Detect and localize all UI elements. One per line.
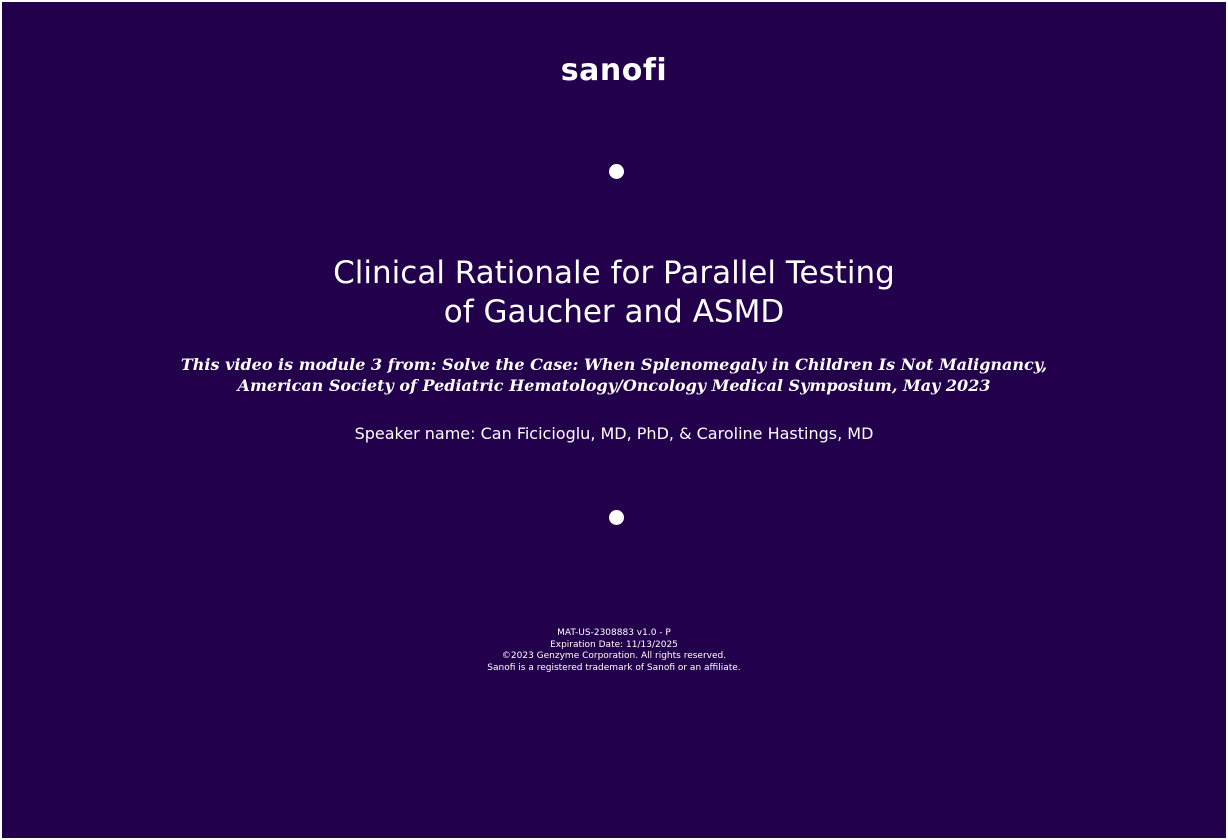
slide-title-line-1: Clinical Rationale for Parallel Testing — [333, 255, 895, 291]
copyright: ©2023 Genzyme Corporation. All rights reserved. — [501, 651, 727, 661]
slide-subtitle-line-1: This video is module 3 from: Solve the Case: When Splenomegaly in Children Is Not Malignancy, — [180, 355, 1048, 374]
slide-title — [2, 254, 1226, 332]
legal-code: MAT-US-2308883 v1.0 - P — [557, 628, 671, 638]
decorative-dot-top — [609, 164, 624, 179]
slide-title-line-2: of Gaucher and ASMD — [443, 294, 785, 330]
sanofi-logo: sanofi — [560, 53, 668, 88]
legal-footer — [2, 628, 1226, 674]
slide-subtitle-line-2: American Society of Pediatric Hematology/Oncology Medical Symposium, May 2023 — [237, 376, 991, 395]
expiration-date: Expiration Date: 11/13/2025 — [550, 639, 678, 650]
decorative-dot-bottom — [609, 510, 624, 525]
speaker-names: Speaker name: Can Ficicioglu, MD, PhD, & Caroline Hastings, MD — [354, 424, 874, 443]
slide-subtitle — [2, 354, 1226, 396]
trademark-notice: Sanofi is a registered trademark of Sanofi or an affiliate. — [487, 662, 741, 673]
title-slide — [2, 2, 1226, 838]
